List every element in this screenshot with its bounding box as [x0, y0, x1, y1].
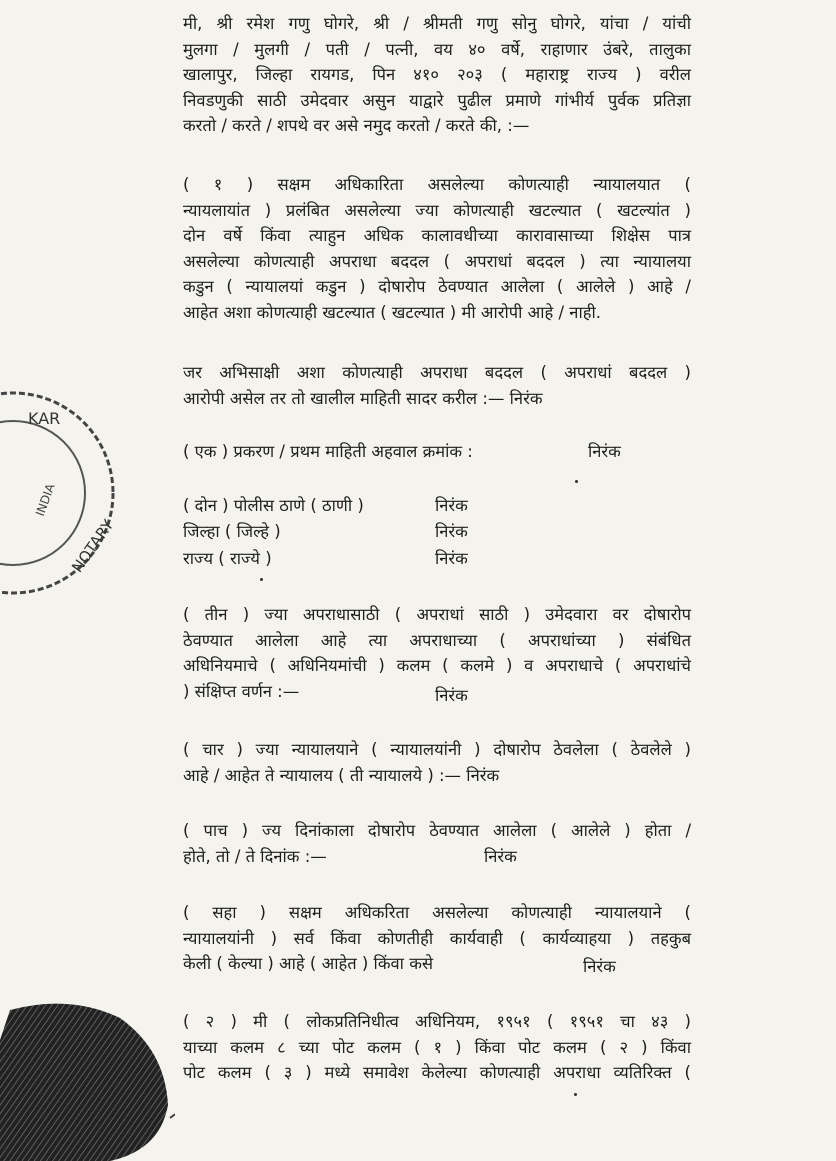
stamp-bottom-text: NOTARY — [68, 516, 118, 576]
text-line: होते, तो / ते दिनांक :— — [183, 846, 327, 866]
clause-2-paragraph — [183, 1009, 691, 1086]
text-line: अधिनियमाचे ( अधिनियमांची ) कलम ( कलमे ) व अपराधाचे ( अपराधांचे — [183, 656, 691, 675]
text-line: खालापुर, जिल्हा रायगड, पिन ४१० २०३ ( महाराष्ट्र राज्य ) वरील — [183, 65, 691, 84]
item-five-value: निरंक — [484, 847, 517, 866]
text-line: मी, श्री रमेश गणु घोगरे, श्री / श्रीमती गणु सोनु घोगरे, यांचा / यांची — [183, 14, 691, 33]
accused-paragraph — [183, 360, 691, 411]
text-line: न्यायलायांत ) प्रलंबित असलेल्या ज्या कोणत्याही खटल्यात ( खटल्यांत ) — [183, 200, 691, 220]
item-six-value: निरंक — [583, 957, 616, 976]
intro-paragraph — [183, 11, 691, 139]
item-four-paragraph — [183, 737, 691, 788]
item-three-value: निरंक — [435, 686, 468, 705]
text-line: कडुन ( न्यायालयां कडुन ) दोषारोप ठेवण्यात आलेला ( आलेले ) आहे / — [183, 277, 691, 296]
item-one-label: ( एक ) प्रकरण / प्रथम माहिती अहवाल क्रमांक : — [183, 442, 473, 461]
stamp-country-text: INDIA — [33, 481, 58, 519]
text-line: आहेत अशा कोणत्याही खटल्यात ( खटल्यात ) मी आरोपी आहे / नाही. — [183, 302, 602, 322]
text-line: ( १ ) सक्षम अधिकारिता असलेल्या कोणत्याही न्यायालयात ( — [183, 175, 691, 194]
text-line: निवडणुकी साठी उमेदवार असुन याद्वारे पुढील प्रमाणे गांभीर्य पुर्वक प्रतिज्ञा — [183, 90, 691, 110]
text-line: ( चार ) ज्या न्यायालयाने ( न्यायालयांनी ) दोषारोप ठेवलेला ( ठेवलेले ) — [183, 740, 691, 759]
district-label: जिल्हा ( जिल्हे ) — [183, 522, 281, 541]
stamp-top-text: KAR — [28, 409, 61, 428]
clause-1-paragraph — [183, 172, 691, 325]
text-line: ) संक्षिप्त वर्णन :— — [183, 681, 300, 701]
state-label: राज्य ( राज्ये ) — [183, 549, 272, 568]
text-line: ठेवण्यात आलेला आहे त्या अपराधाच्या ( अपराधांच्या ) संबंधित — [183, 630, 691, 650]
text-line: पोट कलम ( ३ ) मध्ये समावेश केलेल्या कोणत्याही अपराधा व्यतिरिक्त ( — [183, 1063, 691, 1082]
item-one-value: निरंक — [588, 442, 621, 461]
item-two-label: ( दोन ) पोलीस ठाणे ( ठाणी ) — [183, 496, 364, 515]
text-line: ( पाच ) ज्य दिनांकाला दोषारोप ठेवण्यात आलेला ( आलेले ) होता / — [183, 821, 691, 840]
text-line: केली ( केल्या ) आहे ( आहेत ) किंवा कसे — [183, 954, 434, 973]
text-line: ( तीन ) ज्या अपराधासाठी ( अपराधां साठी ) उमेदवारा वर दोषारोप — [183, 605, 691, 624]
state-value: निरंक — [435, 549, 468, 568]
text-line: याच्या कलम ८ च्या पोट कलम ( १ ) किंवा पोट कलम ( २ ) किंवा — [183, 1037, 691, 1057]
text-line: मुलगा / मुलगी / पती / पत्नी, वय ४० वर्षे, राहाणार उंबरे, तालुका — [183, 39, 691, 59]
text-line: दोन वर्षे किंवा त्याहुन अधिक कालावधीच्या कारावासाच्या शिक्षेस पात्र — [183, 226, 691, 245]
text-line: ( २ ) मी ( लोकप्रतिनिधीत्व अधिनियम, १९५१ ( १९५१ चा ४३ ) — [183, 1012, 691, 1031]
item-five-paragraph — [183, 818, 691, 869]
embossed-seal — [0, 1000, 175, 1161]
text-line: असलेल्या कोणत्याही अपराधा बददल ( अपराधां बददल ) त्या न्यायालया — [183, 251, 691, 271]
notary-stamp — [0, 388, 118, 598]
text-line: आरोपी असेल तर तो खालील माहिती सादर करील :— निरंक — [183, 388, 543, 408]
text-line: आहे / आहेत ते न्यायालय ( ती न्यायालये ) :— निरंक — [183, 765, 500, 785]
text-line: न्यायालयांनी ) सर्व किंवा कोणतीही कार्यवाही ( कार्यव्याहया ) तहकुब — [183, 928, 691, 948]
district-value: निरंक — [435, 522, 468, 541]
text-line: ( सहा ) सक्षम अधिकरिता असलेल्या कोणत्याही न्यायालयाने ( — [183, 903, 691, 922]
item-two-value: निरंक — [435, 496, 468, 515]
text-line: करतो / करते / शपथे वर असे नमुद करतो / करते की, :— — [183, 116, 530, 135]
text-line: जर अभिसाक्षी अशा कोणत्याही अपराधा बददल ( अपराधां बददल ) — [183, 363, 691, 382]
